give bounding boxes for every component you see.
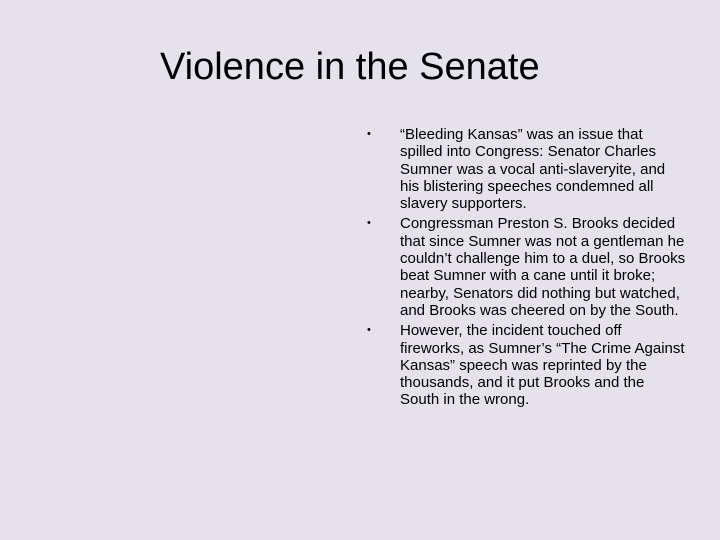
slide-title: Violence in the Senate [160, 46, 540, 88]
bullet-item [367, 215, 687, 319]
bullet-dot-icon: • [367, 128, 371, 140]
bullet-text: Congressman Preston S. Brooks decided that since Sumner was not a gentleman he couldn’t challenge him to a duel, so Brooks beat Sumner with a cane until it broke; nearby, Senators did nothing but watched, and Brooks was cheered on by the South. [400, 215, 686, 319]
bullet-dot-icon: • [367, 324, 371, 337]
bullet-text: “Bleeding Kansas” was an issue that spilled into Congress: Senator Charles Sumner was a vocal anti-slaveryite, and his blistering speeches condemned all slavery supporters. [400, 126, 666, 213]
bullet-item [367, 322, 687, 408]
bullet-text: However, the incident touched off fireworks, as Sumner’s “The Crime Against Kansas” speech was reprinted by the thousands, and it put Brooks and the South in the wrong. [400, 322, 685, 409]
bullet-item [367, 126, 687, 212]
bullet-dot-icon: • [367, 217, 371, 230]
bullet-list [367, 126, 687, 412]
